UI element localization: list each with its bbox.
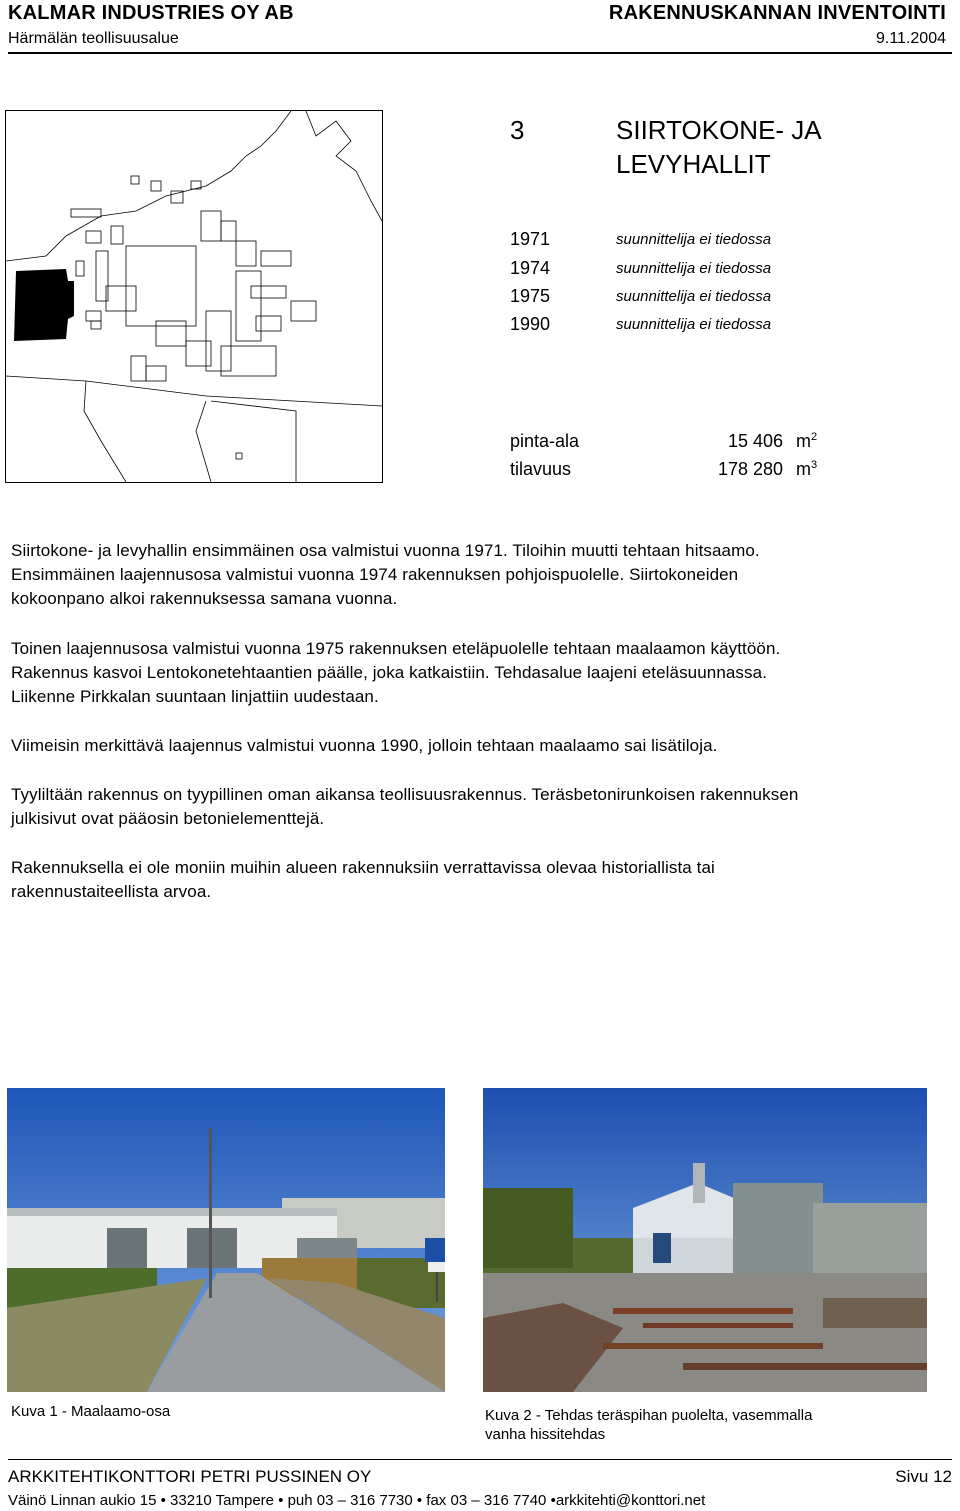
header-divider	[8, 52, 952, 54]
text-line: Toinen laajennusosa valmistui vuonna 1975 rakennuksen eteläpuolelle tehtaan maalaamon käyttöön.	[11, 639, 781, 658]
office-address: Väinö Linnan aukio 15 • 33210 Tampere • puh 03 – 316 7730 • fax 03 – 316 7740 •arkkitehti@konttori.net	[8, 1492, 706, 1509]
caption-text: Kuva 1 - Maalaamo-osa	[11, 1403, 171, 1420]
site-plan-map	[5, 110, 383, 483]
text-line: Rakennuksella ei ole moniin muihin alueen rakennuksiin verrattavissa olevaa historiallista tai	[11, 858, 715, 877]
history-year: 1971	[510, 229, 551, 249]
history-designer: suunnittelija ei tiedossa	[616, 231, 772, 248]
report-title: RAKENNUSKANNAN INVENTOINTI	[608, 2, 946, 24]
building-title-line2: LEVYHALLIT	[616, 149, 771, 179]
area-unit: $m^2$	[796, 431, 818, 451]
footer-divider	[8, 1459, 952, 1460]
photo-factory-yard	[483, 1088, 927, 1392]
text-line: Siirtokone- ja levyhallin ensimmäinen osa valmistui vuonna 1971. Tiloihin muutti tehtaan hitsaamo.	[11, 541, 760, 560]
photo-paint-shop	[7, 1088, 445, 1392]
history-designer: suunnittelija ei tiedossa	[616, 316, 772, 333]
text-line: rakennustaiteellista arvoa.	[11, 882, 212, 901]
paragraph-latest	[11, 734, 946, 758]
history-year: 1975	[510, 286, 551, 306]
history-designer: suunnittelija ei tiedossa	[616, 288, 772, 305]
company-name: KALMAR INDUSTRIES OY AB	[8, 2, 294, 24]
office-name: ARKKITEHTIKONTTORI PETRI PUSSINEN OY	[8, 1467, 372, 1486]
paragraph-value	[11, 856, 946, 904]
area-label: pinta-ala	[510, 431, 580, 451]
highlighted-building	[14, 269, 74, 341]
paragraph-style	[11, 783, 946, 831]
text-line: Ensimmäinen laajennusosa valmistui vuonna 1974 rakennuksen pohjoispuolelle. Siirtokoneiden	[11, 565, 739, 584]
text-line: kokoonpano alkoi rakennuksessa samana vuonna.	[11, 589, 398, 608]
site-plan-drawing	[6, 111, 382, 482]
area-value: 15 406	[728, 431, 784, 451]
text-line: Liikenne Pirkkalan suuntaan linjattiin uudestaan.	[11, 687, 379, 706]
photo1-caption	[11, 1402, 170, 1421]
text-line: julkisivut ovat pääosin betonielementtejä.	[11, 809, 325, 828]
history-year: 1974	[510, 258, 551, 278]
paragraph-history	[11, 539, 946, 611]
page-number: Sivu 12	[895, 1467, 952, 1486]
photo2-caption	[485, 1406, 812, 1444]
text-line: Viimeisin merkittävä laajennus valmistui vuonna 1990, jolloin tehtaan maalaamo sai lisätiloja.	[11, 736, 718, 755]
paragraph-expansion	[11, 637, 946, 709]
building-title-line1: SIIRTOKONE- JA	[616, 115, 822, 145]
volume-unit: $m^3$	[796, 459, 818, 479]
volume-label: tilavuus	[510, 459, 572, 479]
building-number: 3	[510, 115, 525, 145]
history-designer: suunnittelija ei tiedossa	[616, 260, 772, 277]
caption-text: Kuva 2 - Tehdas teräspihan puolelta, vasemmalla	[485, 1407, 813, 1424]
history-year: 1990	[510, 314, 551, 334]
text-line: Rakennus kasvoi Lentokonetehtaantien päälle, joka katkaistiin. Tehdasalue laajeni eteläsuunnassa.	[11, 663, 768, 682]
area-name: Härmälän teollisuusalue	[8, 30, 179, 47]
caption-text: vanha hissitehdas	[485, 1426, 606, 1443]
volume-value: 178 280	[718, 459, 784, 479]
text-line: Tyyliltään rakennus on tyypillinen oman aikansa teollisuusrakennus. Teräsbetonirunkoisen rakennuksen	[11, 785, 799, 804]
report-date: 9.11.2004	[876, 30, 946, 47]
